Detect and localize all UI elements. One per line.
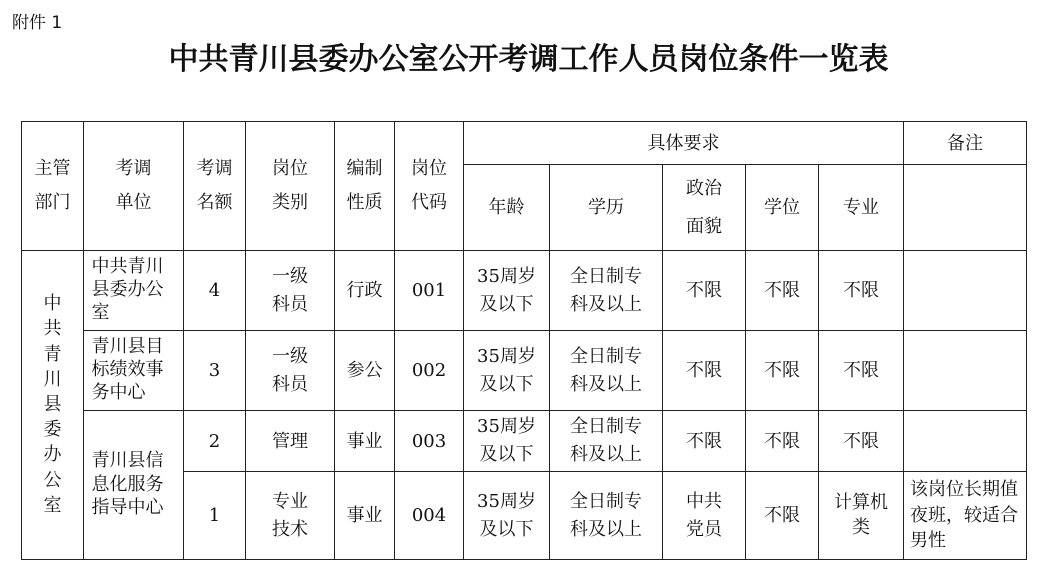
- header-education: 学历: [550, 165, 663, 251]
- unit-cell: 青川县目标绩效事务中心: [84, 331, 184, 411]
- header-political: 政治面貌: [663, 165, 746, 251]
- degree-cell: 不限: [746, 472, 819, 560]
- document-title: 中共青川县委办公室公开考调工作人员岗位条件一览表: [168, 42, 889, 77]
- table-row: [22, 411, 1027, 472]
- header-quota: 考调名额: [184, 122, 246, 251]
- major-cell: 不限: [819, 411, 904, 472]
- quota-cell: 4: [184, 251, 246, 331]
- age-cell: 35周岁及以下: [464, 472, 550, 560]
- header-department: 主管部门: [22, 122, 84, 251]
- major-cell: 不限: [819, 331, 904, 411]
- age-cell: 35周岁及以下: [464, 411, 550, 472]
- remarks-cell: [904, 331, 1027, 411]
- table-row: [22, 251, 1027, 331]
- header-row-1: [22, 122, 1027, 165]
- education-cell: 全日制专科及以上: [550, 411, 663, 472]
- education-cell: 全日制专科及以上: [550, 251, 663, 331]
- department-cell: 中共青川县委办公室: [22, 251, 84, 560]
- header-code: 岗位代码: [395, 122, 464, 251]
- header-remarks: 备注: [904, 122, 1027, 165]
- category-cell: 专业技术: [246, 472, 335, 560]
- age-cell: 35周岁及以下: [464, 331, 550, 411]
- category-cell: 一级科员: [246, 251, 335, 331]
- header-nature: 编制性质: [335, 122, 395, 251]
- political-cell: 不限: [663, 331, 746, 411]
- quota-cell: 1: [184, 472, 246, 560]
- nature-cell: 参公: [335, 331, 395, 411]
- education-cell: 全日制专科及以上: [550, 472, 663, 560]
- table-row: [22, 331, 1027, 411]
- quota-cell: 3: [184, 331, 246, 411]
- remarks-cell: [904, 251, 1027, 331]
- nature-cell: 行政: [335, 251, 395, 331]
- major-cell: 不限: [819, 251, 904, 331]
- category-cell: 管理: [246, 411, 335, 472]
- degree-cell: 不限: [746, 331, 819, 411]
- header-major: 专业: [819, 165, 904, 251]
- degree-cell: 不限: [746, 411, 819, 472]
- code-cell: 003: [395, 411, 464, 472]
- header-category: 岗位类别: [246, 122, 335, 251]
- nature-cell: 事业: [335, 411, 395, 472]
- code-cell: 001: [395, 251, 464, 331]
- nature-cell: 事业: [335, 472, 395, 560]
- major-cell: 计算机类: [819, 472, 904, 560]
- header-age: 年龄: [464, 165, 550, 251]
- header-requirements: 具体要求: [464, 122, 904, 165]
- attachment-label: 附件 1: [12, 13, 63, 33]
- degree-cell: 不限: [746, 251, 819, 331]
- positions-table: [21, 121, 1027, 560]
- header-degree: 学位: [746, 165, 819, 251]
- remarks-cell: [904, 411, 1027, 472]
- education-cell: 全日制专科及以上: [550, 331, 663, 411]
- category-cell: 一级科员: [246, 331, 335, 411]
- unit-cell: 青川县信息化服务指导中心: [84, 411, 184, 560]
- political-cell: 不限: [663, 411, 746, 472]
- code-cell: 004: [395, 472, 464, 560]
- age-cell: 35周岁及以下: [464, 251, 550, 331]
- political-cell: 不限: [663, 251, 746, 331]
- code-cell: 002: [395, 331, 464, 411]
- remarks-cell: 该岗位长期值夜班，较适合男性: [904, 472, 1027, 560]
- quota-cell: 2: [184, 411, 246, 472]
- unit-cell: 中共青川县委办公室: [84, 251, 184, 331]
- header-remarks-blank: [904, 165, 1027, 251]
- political-cell: 中共党员: [663, 472, 746, 560]
- header-unit: 考调单位: [84, 122, 184, 251]
